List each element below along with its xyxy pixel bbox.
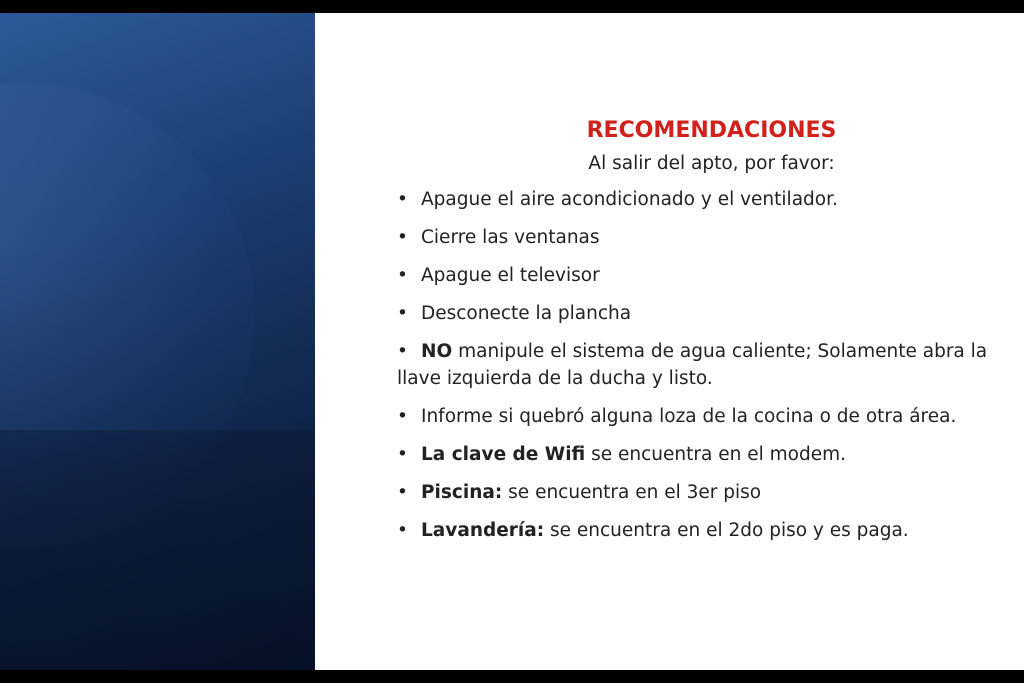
list-item bbox=[397, 403, 1002, 430]
item-text: se encuentra en el modem. bbox=[585, 444, 846, 465]
item-text: se encuentra en el 2do piso y es paga. bbox=[544, 520, 909, 541]
bullet-icon: • bbox=[397, 303, 408, 324]
item-bold-text: NO bbox=[421, 341, 453, 362]
slide-title: RECOMENDACIONES bbox=[586, 118, 837, 143]
bullet-icon: • bbox=[397, 265, 408, 286]
item-text: Cierre las ventanas bbox=[421, 227, 600, 248]
item-text: Desconecte la plancha bbox=[421, 303, 632, 324]
item-bold-text: Piscina: bbox=[421, 482, 503, 503]
item-text: manipule el sistema de agua caliente; Solamente abra la llave izquierda de la ducha y listo. bbox=[397, 341, 988, 389]
recommendations-list bbox=[397, 186, 1002, 544]
bullet-icon: • bbox=[397, 341, 408, 362]
decorative-band bbox=[0, 430, 315, 670]
list-item bbox=[397, 224, 1002, 251]
slide-content bbox=[397, 118, 1002, 555]
bullet-icon: • bbox=[397, 227, 408, 248]
bullet-icon: • bbox=[397, 189, 408, 210]
list-item bbox=[397, 300, 1002, 327]
bullet-icon: • bbox=[397, 520, 408, 541]
slide-subtitle: Al salir del apto, por favor: bbox=[588, 153, 835, 174]
item-bold-text: La clave de Wifi bbox=[421, 444, 586, 465]
decorative-side-panel bbox=[0, 13, 315, 670]
item-text: Informe si quebró alguna loza de la cocina o de otra área. bbox=[421, 406, 957, 427]
bullet-icon: • bbox=[397, 482, 408, 503]
list-item bbox=[397, 186, 1002, 213]
list-item bbox=[397, 262, 1002, 289]
item-bold-text: Lavandería: bbox=[421, 520, 545, 541]
item-text: Apague el televisor bbox=[421, 265, 600, 286]
slide bbox=[0, 13, 1024, 670]
bullet-icon: • bbox=[397, 406, 408, 427]
bullet-icon: • bbox=[397, 444, 408, 465]
item-text: Apague el aire acondicionado y el ventilador. bbox=[421, 189, 838, 210]
list-item bbox=[397, 517, 1002, 544]
list-item bbox=[397, 441, 1002, 468]
list-item bbox=[397, 479, 1002, 506]
list-item bbox=[397, 338, 1002, 392]
item-text: se encuentra en el 3er piso bbox=[502, 482, 762, 503]
